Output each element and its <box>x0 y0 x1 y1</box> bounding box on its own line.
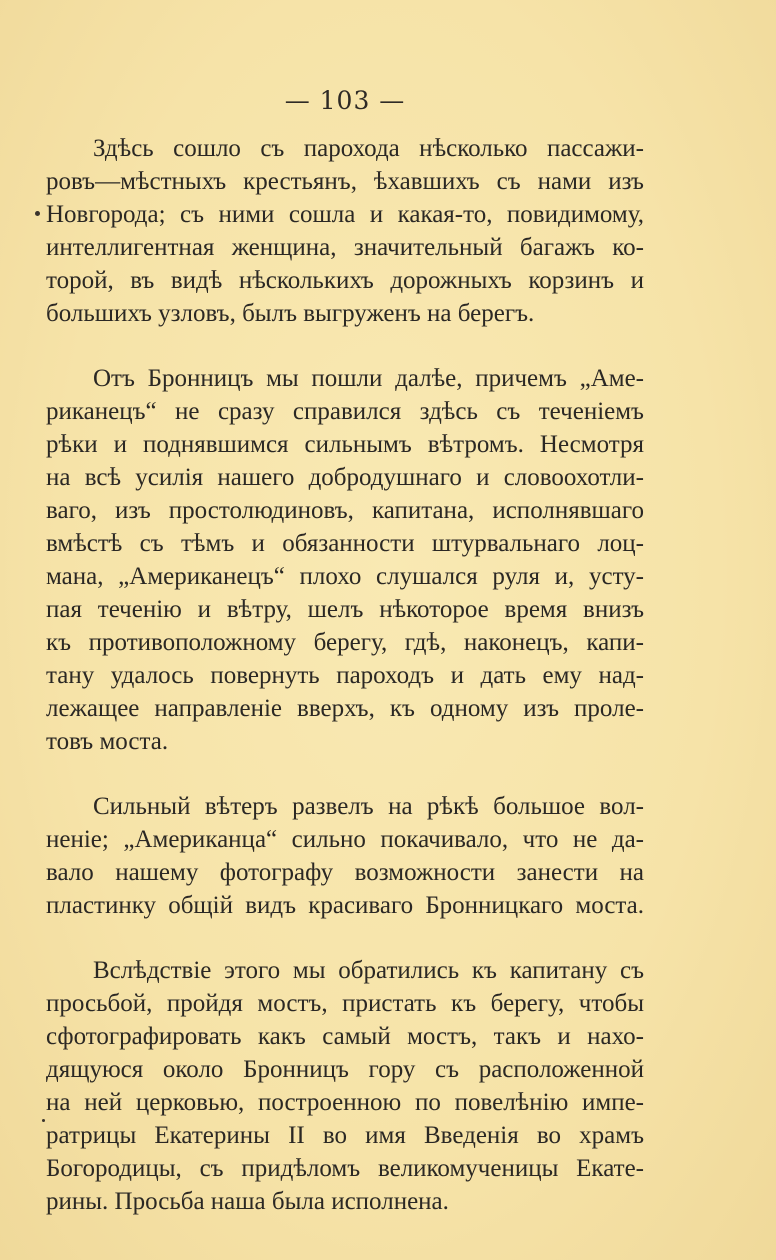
text-line: риканецъ“ не сразу справился здѣсь съ теченіемъ <box>46 398 644 425</box>
text-line: Здѣсь сошло съ парохода нѣсколько пассажи- <box>93 135 644 162</box>
text-line: вмѣстѣ съ тѣмъ и обязанности штурвальнаго лоц- <box>46 530 644 557</box>
text-line: мана, „Американецъ“ плохо слушался руля и, усту- <box>46 563 644 590</box>
paragraph <box>46 954 644 1218</box>
text-line: на всѣ усилія нашего добродушнаго и словоохотли- <box>46 464 644 491</box>
text-line: неніе; „Американца“ сильно покачивало, что не да- <box>46 826 644 853</box>
text-line: большихъ узловъ, былъ выгруженъ на берегъ. <box>46 300 535 327</box>
text-line: къ противоположному берегу, гдѣ, наконецъ, капи- <box>46 629 644 656</box>
margin-speck <box>35 211 40 216</box>
text-line: рѣки и поднявшимся сильнымъ вѣтромъ. Несмотря <box>46 431 644 458</box>
page-number: — 103 — <box>284 86 406 115</box>
text-line: Вслѣдствіе этого мы обратились къ капитану съ <box>93 957 644 984</box>
text-line: пластинку общій видъ красиваго Бронницкаго моста. <box>46 892 644 919</box>
text-line: Новгорода; съ ними сошла и какая-то, повидимому, <box>46 201 644 228</box>
text-line: ратрицы Екатерины II во имя Введенія во храмъ <box>46 1122 644 1149</box>
text-line: торой, въ видѣ нѣсколькихъ дорожныхъ корзинъ и <box>46 267 644 294</box>
text-line: лежащее направленіе вверхъ, къ одному изъ проле- <box>46 695 644 722</box>
text-line: рины. Просьба наша была исполнена. <box>46 1188 449 1215</box>
text-line: ваго, изъ простолюдиновъ, капитана, исполнявшаго <box>46 497 644 524</box>
text-line: Сильный вѣтеръ развелъ на рѣкѣ большое вол- <box>93 793 644 820</box>
text-line: пая теченію и вѣтру, шелъ нѣкоторое время внизъ <box>46 596 644 623</box>
text-line: Богородицы, съ придѣломъ великомученицы Екате- <box>46 1155 644 1182</box>
text-line: просьбой, пройдя мостъ, пристать къ берегу, чтобы <box>46 990 644 1017</box>
text-line: интеллигентная женщина, значительный багажъ ко- <box>46 234 644 261</box>
text-line: ровъ—мѣстныхъ крестьянъ, ѣхавшихъ съ нами изъ <box>46 168 644 195</box>
body-text <box>46 132 644 1250</box>
text-line: Отъ Бронницъ мы пошли далѣе, причемъ „Аме- <box>93 365 644 392</box>
paragraph <box>46 790 644 922</box>
text-line: вало нашему фотографу возможности занести на <box>46 859 644 886</box>
text-line: сфотографировать какъ самый мостъ, такъ и нахо- <box>46 1023 644 1050</box>
paragraph <box>46 362 644 758</box>
margin-speck <box>42 1119 45 1122</box>
text-line: тану удалось повернуть пароходъ и дать ему над- <box>46 662 644 689</box>
paragraph <box>46 132 644 330</box>
text-line: на ней церковью, построенною по повелѣнію импе- <box>46 1089 644 1116</box>
text-line: дящуюся около Бронницъ гору съ расположенной <box>46 1056 644 1083</box>
text-line: товъ моста. <box>46 728 169 755</box>
